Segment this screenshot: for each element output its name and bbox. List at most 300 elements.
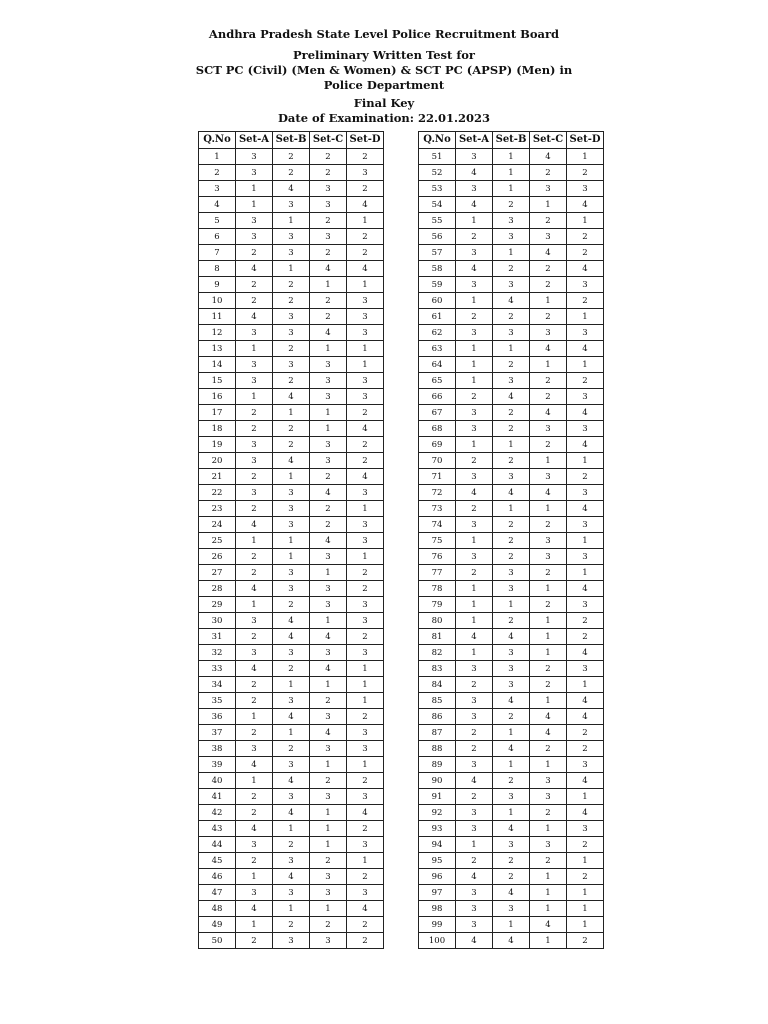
cell-qno: 73 xyxy=(419,501,456,517)
table-row xyxy=(199,693,384,709)
cell-set-a: 3 xyxy=(236,837,273,853)
cell-set-b: 2 xyxy=(273,277,310,293)
cell-set-a: 3 xyxy=(236,741,273,757)
table-row xyxy=(419,837,604,853)
cell-qno: 99 xyxy=(419,917,456,933)
cell-set-b: 2 xyxy=(273,421,310,437)
cell-qno: 13 xyxy=(199,341,236,357)
table-row xyxy=(419,277,604,293)
cell-set-a: 3 xyxy=(456,325,493,341)
table-row xyxy=(199,677,384,693)
cell-set-a: 1 xyxy=(456,373,493,389)
cell-set-d: 1 xyxy=(347,549,384,565)
cell-qno: 34 xyxy=(199,677,236,693)
table-row xyxy=(199,565,384,581)
cell-qno: 31 xyxy=(199,629,236,645)
cell-set-b: 1 xyxy=(493,917,530,933)
cell-set-b: 1 xyxy=(273,261,310,277)
cell-set-d: 1 xyxy=(567,453,604,469)
table-row xyxy=(419,581,604,597)
cell-set-c: 2 xyxy=(310,149,347,165)
cell-set-b: 1 xyxy=(493,757,530,773)
cell-set-b: 2 xyxy=(273,165,310,181)
cell-set-d: 4 xyxy=(567,773,604,789)
table-row xyxy=(419,181,604,197)
cell-qno: 80 xyxy=(419,613,456,629)
cell-set-a: 2 xyxy=(236,789,273,805)
cell-set-a: 4 xyxy=(236,757,273,773)
cell-set-d: 2 xyxy=(347,405,384,421)
cell-set-b: 3 xyxy=(273,789,310,805)
cell-set-c: 3 xyxy=(530,469,567,485)
cell-set-b: 1 xyxy=(273,677,310,693)
table-row xyxy=(419,517,604,533)
cell-set-d: 4 xyxy=(347,261,384,277)
cell-set-c: 1 xyxy=(530,293,567,309)
cell-set-a: 1 xyxy=(236,197,273,213)
table-row xyxy=(419,661,604,677)
cell-set-d: 1 xyxy=(567,565,604,581)
cell-set-d: 3 xyxy=(347,645,384,661)
cell-set-a: 3 xyxy=(456,709,493,725)
cell-set-c: 1 xyxy=(310,901,347,917)
cell-set-c: 2 xyxy=(310,693,347,709)
table-row xyxy=(199,837,384,853)
cell-set-c: 2 xyxy=(530,213,567,229)
cell-qno: 30 xyxy=(199,613,236,629)
cell-qno: 97 xyxy=(419,885,456,901)
cell-qno: 42 xyxy=(199,805,236,821)
cell-set-d: 2 xyxy=(347,709,384,725)
cell-set-b: 4 xyxy=(273,869,310,885)
cell-set-a: 4 xyxy=(236,309,273,325)
document-header xyxy=(0,27,768,126)
cell-set-a: 1 xyxy=(456,613,493,629)
cell-qno: 85 xyxy=(419,693,456,709)
cell-set-b: 4 xyxy=(273,613,310,629)
cell-qno: 75 xyxy=(419,533,456,549)
cell-set-d: 3 xyxy=(347,789,384,805)
cell-set-a: 4 xyxy=(236,517,273,533)
cell-set-a: 2 xyxy=(456,389,493,405)
table-row xyxy=(419,469,604,485)
test-title-line-3: Police Department xyxy=(323,78,445,92)
cell-set-a: 2 xyxy=(236,293,273,309)
cell-set-b: 1 xyxy=(273,549,310,565)
cell-set-a: 4 xyxy=(456,773,493,789)
cell-set-d: 1 xyxy=(347,853,384,869)
cell-set-b: 4 xyxy=(493,885,530,901)
cell-set-b: 2 xyxy=(493,197,530,213)
cell-set-b: 4 xyxy=(273,805,310,821)
cell-set-b: 3 xyxy=(273,581,310,597)
cell-set-b: 2 xyxy=(493,261,530,277)
cell-set-d: 3 xyxy=(347,533,384,549)
cell-set-b: 1 xyxy=(273,213,310,229)
cell-set-c: 1 xyxy=(310,805,347,821)
cell-qno: 36 xyxy=(199,709,236,725)
cell-set-d: 4 xyxy=(567,709,604,725)
cell-set-b: 3 xyxy=(493,565,530,581)
cell-set-b: 3 xyxy=(273,757,310,773)
cell-qno: 56 xyxy=(419,229,456,245)
cell-set-d: 4 xyxy=(567,501,604,517)
table-row xyxy=(199,661,384,677)
table-row xyxy=(419,293,604,309)
cell-set-d: 3 xyxy=(347,485,384,501)
cell-set-a: 1 xyxy=(456,437,493,453)
cell-qno: 40 xyxy=(199,773,236,789)
cell-qno: 20 xyxy=(199,453,236,469)
table-row xyxy=(419,789,604,805)
table-row xyxy=(199,261,384,277)
table-row xyxy=(419,197,604,213)
cell-qno: 33 xyxy=(199,661,236,677)
cell-qno: 53 xyxy=(419,181,456,197)
cell-set-c: 4 xyxy=(530,405,567,421)
table-header-row xyxy=(199,132,384,149)
cell-qno: 51 xyxy=(419,149,456,165)
table-row xyxy=(199,501,384,517)
cell-set-a: 3 xyxy=(456,885,493,901)
cell-set-b: 2 xyxy=(493,709,530,725)
cell-set-c: 2 xyxy=(530,805,567,821)
cell-qno: 70 xyxy=(419,453,456,469)
cell-set-d: 3 xyxy=(567,277,604,293)
cell-set-c: 3 xyxy=(310,389,347,405)
cell-set-a: 1 xyxy=(456,581,493,597)
table-row xyxy=(199,645,384,661)
cell-qno: 72 xyxy=(419,485,456,501)
cell-qno: 50 xyxy=(199,933,236,949)
cell-set-d: 2 xyxy=(567,933,604,949)
cell-set-a: 3 xyxy=(456,805,493,821)
cell-set-d: 2 xyxy=(567,725,604,741)
cell-set-c: 2 xyxy=(530,677,567,693)
cell-set-a: 1 xyxy=(236,181,273,197)
cell-set-d: 3 xyxy=(567,325,604,341)
cell-set-b: 3 xyxy=(493,229,530,245)
cell-set-c: 4 xyxy=(530,149,567,165)
cell-qno: 87 xyxy=(419,725,456,741)
cell-set-d: 1 xyxy=(567,901,604,917)
cell-set-d: 4 xyxy=(567,261,604,277)
cell-set-a: 3 xyxy=(456,149,493,165)
cell-set-a: 3 xyxy=(236,229,273,245)
cell-set-c: 3 xyxy=(530,549,567,565)
cell-qno: 8 xyxy=(199,261,236,277)
cell-set-c: 1 xyxy=(530,757,567,773)
cell-set-a: 1 xyxy=(236,869,273,885)
cell-set-b: 4 xyxy=(273,773,310,789)
table-row xyxy=(419,613,604,629)
table-row xyxy=(199,389,384,405)
cell-set-c: 3 xyxy=(530,181,567,197)
cell-set-b: 1 xyxy=(493,725,530,741)
cell-set-c: 2 xyxy=(310,469,347,485)
table-body-left xyxy=(199,149,384,949)
table-row xyxy=(419,901,604,917)
cell-qno: 21 xyxy=(199,469,236,485)
cell-qno: 47 xyxy=(199,885,236,901)
cell-set-d: 4 xyxy=(347,421,384,437)
cell-set-a: 1 xyxy=(236,709,273,725)
cell-set-d: 3 xyxy=(567,421,604,437)
cell-set-c: 1 xyxy=(530,357,567,373)
cell-set-c: 3 xyxy=(310,645,347,661)
cell-set-d: 2 xyxy=(347,229,384,245)
cell-set-b: 2 xyxy=(493,357,530,373)
answer-key-table-left xyxy=(198,131,384,949)
cell-set-a: 2 xyxy=(236,693,273,709)
cell-set-a: 3 xyxy=(456,821,493,837)
cell-qno: 83 xyxy=(419,661,456,677)
cell-set-b: 4 xyxy=(273,453,310,469)
table-row xyxy=(419,229,604,245)
cell-set-b: 3 xyxy=(273,309,310,325)
table-row xyxy=(199,869,384,885)
cell-qno: 2 xyxy=(199,165,236,181)
cell-set-d: 3 xyxy=(567,389,604,405)
cell-set-a: 3 xyxy=(456,181,493,197)
cell-set-c: 3 xyxy=(310,885,347,901)
cell-set-b: 2 xyxy=(273,373,310,389)
column-header-set-c: Set-C xyxy=(530,132,567,149)
cell-set-c: 3 xyxy=(530,229,567,245)
cell-qno: 35 xyxy=(199,693,236,709)
cell-set-d: 2 xyxy=(567,165,604,181)
cell-qno: 71 xyxy=(419,469,456,485)
column-header-set-a: Set-A xyxy=(236,132,273,149)
cell-set-d: 1 xyxy=(567,357,604,373)
table-row xyxy=(199,341,384,357)
cell-set-b: 4 xyxy=(493,389,530,405)
cell-set-c: 2 xyxy=(530,437,567,453)
cell-set-b: 1 xyxy=(273,469,310,485)
cell-set-d: 1 xyxy=(567,789,604,805)
cell-set-d: 4 xyxy=(567,197,604,213)
cell-set-c: 4 xyxy=(310,533,347,549)
cell-set-a: 1 xyxy=(456,597,493,613)
cell-set-d: 2 xyxy=(347,181,384,197)
cell-set-b: 2 xyxy=(493,517,530,533)
cell-qno: 52 xyxy=(419,165,456,181)
cell-set-c: 2 xyxy=(310,245,347,261)
cell-set-b: 3 xyxy=(273,357,310,373)
cell-set-c: 3 xyxy=(310,453,347,469)
cell-set-a: 1 xyxy=(456,341,493,357)
table-row xyxy=(419,725,604,741)
table-row xyxy=(199,437,384,453)
cell-set-c: 1 xyxy=(310,821,347,837)
cell-set-d: 3 xyxy=(347,165,384,181)
cell-set-c: 4 xyxy=(530,917,567,933)
cell-set-d: 3 xyxy=(347,597,384,613)
cell-qno: 82 xyxy=(419,645,456,661)
cell-set-d: 3 xyxy=(567,821,604,837)
cell-set-c: 4 xyxy=(310,261,347,277)
cell-set-b: 3 xyxy=(273,325,310,341)
cell-qno: 32 xyxy=(199,645,236,661)
cell-set-a: 4 xyxy=(456,933,493,949)
cell-qno: 18 xyxy=(199,421,236,437)
table-row xyxy=(199,517,384,533)
cell-set-d: 2 xyxy=(567,837,604,853)
cell-set-a: 2 xyxy=(456,309,493,325)
cell-set-d: 1 xyxy=(347,341,384,357)
table-row xyxy=(199,917,384,933)
cell-set-c: 3 xyxy=(310,437,347,453)
cell-set-d: 4 xyxy=(347,197,384,213)
table-row xyxy=(419,357,604,373)
cell-qno: 25 xyxy=(199,533,236,549)
cell-set-d: 1 xyxy=(347,677,384,693)
cell-set-c: 1 xyxy=(530,901,567,917)
cell-set-a: 3 xyxy=(236,885,273,901)
table-row xyxy=(419,869,604,885)
cell-set-c: 2 xyxy=(310,309,347,325)
cell-set-c: 4 xyxy=(310,725,347,741)
cell-set-d: 3 xyxy=(567,661,604,677)
table-row xyxy=(199,405,384,421)
cell-set-a: 3 xyxy=(456,277,493,293)
cell-qno: 61 xyxy=(419,309,456,325)
cell-set-d: 2 xyxy=(567,869,604,885)
cell-set-b: 3 xyxy=(493,837,530,853)
cell-set-b: 3 xyxy=(493,677,530,693)
table-row xyxy=(199,213,384,229)
column-header-set-a: Set-A xyxy=(456,132,493,149)
table-row xyxy=(419,677,604,693)
cell-set-d: 4 xyxy=(567,645,604,661)
cell-set-a: 1 xyxy=(456,357,493,373)
cell-set-c: 3 xyxy=(310,741,347,757)
cell-set-c: 4 xyxy=(310,485,347,501)
cell-set-d: 2 xyxy=(347,917,384,933)
cell-set-b: 1 xyxy=(493,501,530,517)
cell-set-a: 2 xyxy=(236,277,273,293)
table-row xyxy=(419,453,604,469)
table-header-row xyxy=(419,132,604,149)
table-row xyxy=(199,453,384,469)
cell-set-c: 3 xyxy=(530,421,567,437)
cell-qno: 37 xyxy=(199,725,236,741)
cell-set-c: 4 xyxy=(530,341,567,357)
cell-set-a: 1 xyxy=(456,213,493,229)
cell-set-c: 2 xyxy=(530,661,567,677)
cell-set-c: 3 xyxy=(530,533,567,549)
cell-qno: 92 xyxy=(419,805,456,821)
cell-qno: 29 xyxy=(199,597,236,613)
cell-set-d: 1 xyxy=(347,213,384,229)
cell-set-a: 4 xyxy=(236,901,273,917)
cell-set-c: 2 xyxy=(530,741,567,757)
cell-set-a: 2 xyxy=(456,565,493,581)
table-row xyxy=(419,309,604,325)
cell-qno: 86 xyxy=(419,709,456,725)
cell-set-c: 4 xyxy=(530,709,567,725)
cell-qno: 96 xyxy=(419,869,456,885)
table-row xyxy=(199,933,384,949)
table-row xyxy=(199,757,384,773)
cell-set-d: 4 xyxy=(347,469,384,485)
cell-set-b: 2 xyxy=(493,869,530,885)
cell-set-b: 4 xyxy=(493,741,530,757)
cell-set-d: 2 xyxy=(567,469,604,485)
cell-set-b: 2 xyxy=(493,613,530,629)
cell-set-d: 2 xyxy=(567,245,604,261)
test-title-line-2: SCT PC (Civil) (Men & Women) & SCT PC (APSP) (Men) in xyxy=(195,63,573,77)
cell-set-d: 3 xyxy=(567,181,604,197)
cell-set-c: 2 xyxy=(310,917,347,933)
cell-qno: 16 xyxy=(199,389,236,405)
cell-qno: 14 xyxy=(199,357,236,373)
cell-set-b: 4 xyxy=(493,821,530,837)
cell-set-c: 1 xyxy=(530,885,567,901)
cell-qno: 39 xyxy=(199,757,236,773)
cell-set-a: 3 xyxy=(236,613,273,629)
cell-set-a: 1 xyxy=(456,837,493,853)
cell-set-a: 2 xyxy=(456,789,493,805)
table-row xyxy=(199,709,384,725)
cell-set-b: 2 xyxy=(493,853,530,869)
cell-set-a: 2 xyxy=(456,501,493,517)
table-row xyxy=(199,229,384,245)
cell-set-b: 3 xyxy=(493,469,530,485)
cell-set-a: 3 xyxy=(236,373,273,389)
cell-set-c: 1 xyxy=(310,677,347,693)
cell-set-a: 4 xyxy=(456,485,493,501)
cell-qno: 95 xyxy=(419,853,456,869)
table-row xyxy=(419,709,604,725)
cell-set-b: 2 xyxy=(493,773,530,789)
cell-qno: 28 xyxy=(199,581,236,597)
cell-set-b: 4 xyxy=(493,293,530,309)
cell-set-c: 1 xyxy=(310,613,347,629)
cell-set-c: 2 xyxy=(530,309,567,325)
cell-qno: 44 xyxy=(199,837,236,853)
cell-set-c: 1 xyxy=(310,341,347,357)
cell-set-a: 1 xyxy=(236,341,273,357)
cell-qno: 66 xyxy=(419,389,456,405)
table-row xyxy=(419,645,604,661)
cell-set-c: 3 xyxy=(310,709,347,725)
key-title: Final Key xyxy=(353,96,415,110)
table-row xyxy=(419,149,604,165)
cell-set-b: 4 xyxy=(493,485,530,501)
cell-set-b: 1 xyxy=(493,437,530,453)
cell-qno: 60 xyxy=(419,293,456,309)
cell-set-d: 2 xyxy=(347,149,384,165)
cell-set-a: 3 xyxy=(236,325,273,341)
cell-set-b: 3 xyxy=(273,645,310,661)
cell-set-d: 3 xyxy=(347,389,384,405)
table-row xyxy=(199,277,384,293)
cell-qno: 59 xyxy=(419,277,456,293)
table-row xyxy=(199,821,384,837)
cell-set-a: 1 xyxy=(236,773,273,789)
cell-set-c: 3 xyxy=(530,325,567,341)
cell-set-d: 2 xyxy=(347,245,384,261)
table-row xyxy=(199,293,384,309)
table-row xyxy=(199,549,384,565)
cell-set-c: 4 xyxy=(310,325,347,341)
cell-set-a: 1 xyxy=(236,917,273,933)
cell-set-d: 2 xyxy=(567,741,604,757)
cell-set-b: 3 xyxy=(273,485,310,501)
cell-set-d: 3 xyxy=(347,725,384,741)
cell-set-c: 1 xyxy=(530,453,567,469)
